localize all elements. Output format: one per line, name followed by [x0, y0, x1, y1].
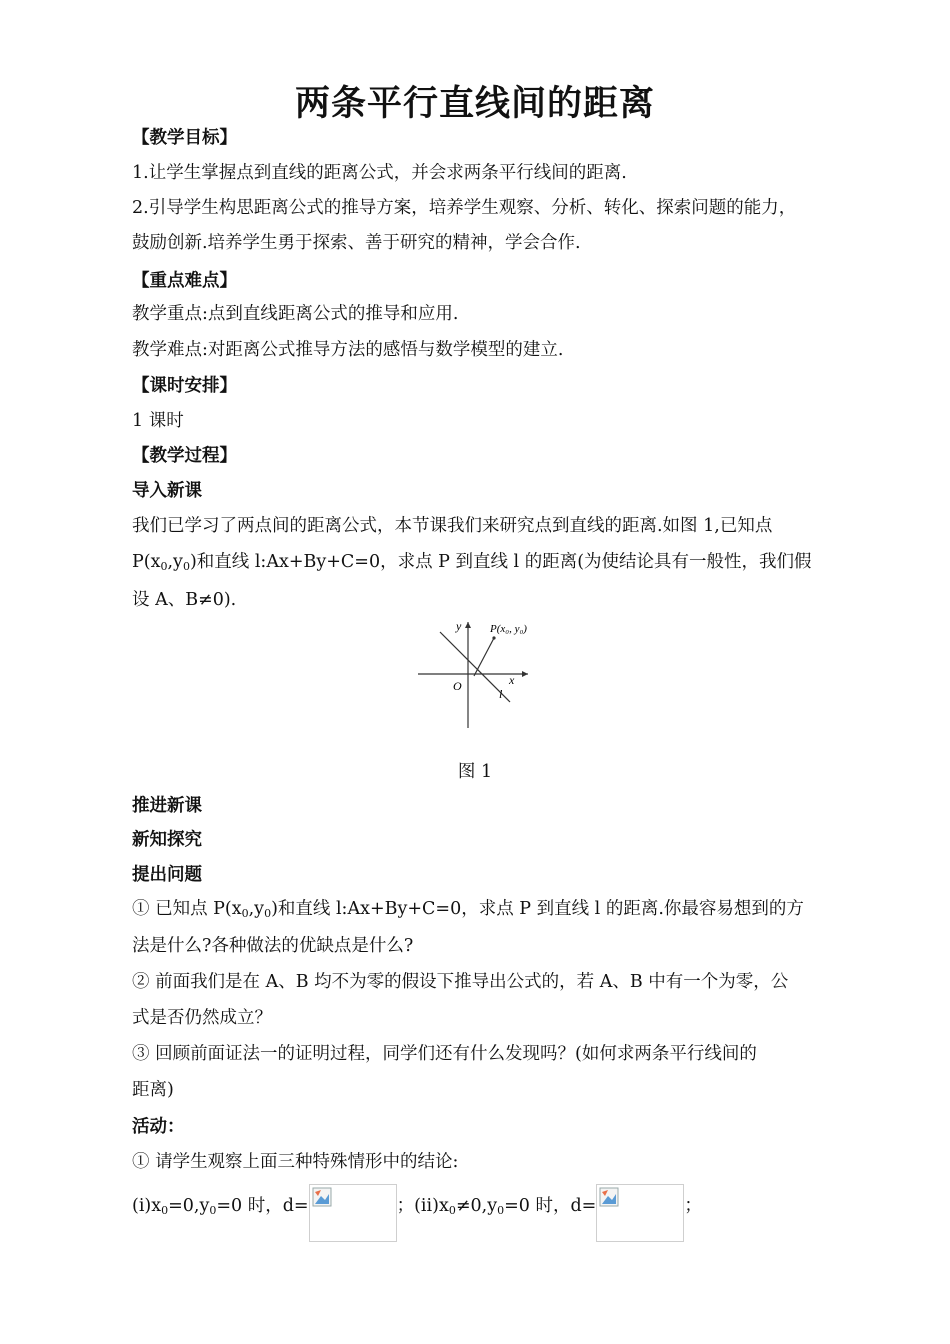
question-1-line-2: 法是什么?各种做法的优缺点是什么? [132, 936, 414, 956]
activity-heading: 活动： [132, 1117, 185, 1137]
point-p [492, 636, 495, 639]
activity-item-1: ① 请学生观察上面三种特殊情形中的结论: [132, 1152, 459, 1172]
intro-line-2: $P(x_0,y_0)$和直线 l:Ax+By+C=0，求点 P 到直线 l 的距离(为使结论具有一般性，我们假 [132, 552, 812, 573]
goal-item-2-line-2: 鼓励创新.培养学生勇于探索、善于研究的精神，学会合作. [132, 233, 581, 253]
intro-heading: 导入新课 [132, 481, 202, 501]
formula-image-placeholder-1 [309, 1184, 397, 1242]
formula-cases-line: $(i)x_0=0,y_0=0$ 时，d= ；$(ii)x_0\ne 0,y_0=0$ 时，d= ； [132, 1192, 702, 1242]
questions-heading: 提出问题 [132, 865, 202, 885]
section-heading-schedule: 【课时安排】 [132, 376, 237, 396]
goal-item-1: 1.让学生掌握点到直线的距离公式，并会求两条平行线间的距离. [132, 163, 627, 183]
section-heading-goals: 【教学目标】 [132, 128, 237, 148]
question-2-line-2: 式是否仍然成立？ [132, 1008, 272, 1028]
goal-item-2-line-1: 2.引导学生构思距离公式的推导方案，培养学生观察、分析、转化、探索问题的能力， [132, 198, 797, 218]
explore-heading: 新知探究 [132, 830, 202, 850]
figure-1-coordinate-diagram [410, 616, 540, 732]
section-heading-keypoints: 【重点难点】 [132, 271, 237, 291]
question-2-line-1: ② 前面我们是在 A、B 均不为零的假设下推导出公式的，若 A、B 中有一个为零，公 [132, 972, 789, 992]
label-l: l [499, 687, 503, 701]
perpendicular-segment [474, 638, 494, 676]
intro-line-1: 我们已学习了两点间的距离公式，本节课我们来研究点到直线的距离.如图 1,已知点 [132, 516, 773, 536]
formula-image-placeholder-2 [596, 1184, 684, 1242]
key-difficulty: 教学难点:对距离公式推导方法的感悟与数学模型的建立. [132, 340, 564, 360]
label-p: P(x₀, y₀) [490, 623, 527, 635]
page-title: 两条平行直线间的距离 [294, 84, 655, 124]
broken-image-icon [312, 1187, 332, 1207]
broken-image-icon [599, 1187, 619, 1207]
section-heading-process: 【教学过程】 [132, 446, 237, 466]
question-1-line-1: ① 已知点 $P(x_0,y_0)$和直线 l:Ax+By+C=0，求点 P 到直线 l 的距离.你最容易想到的方 [132, 899, 804, 920]
label-origin: O [453, 679, 462, 693]
x-axis-arrow [522, 671, 528, 677]
label-y: y [456, 619, 462, 633]
key-focus: 教学重点:点到直线距离公式的推导和应用. [132, 304, 459, 324]
label-x: x [509, 673, 515, 687]
question-3-line-2: 距离) [132, 1080, 174, 1100]
advance-heading: 推进新课 [132, 796, 202, 816]
schedule-text: 1 课时 [132, 411, 184, 431]
y-axis-arrow [465, 622, 471, 628]
intro-line-3: 设 A、B≠0). [132, 590, 237, 610]
figure-caption: 图 1 [457, 762, 493, 782]
question-3-line-1: ③ 回顾前面证法一的证明过程，同学们还有什么发现吗？(如何求两条平行线间的 [132, 1044, 757, 1064]
